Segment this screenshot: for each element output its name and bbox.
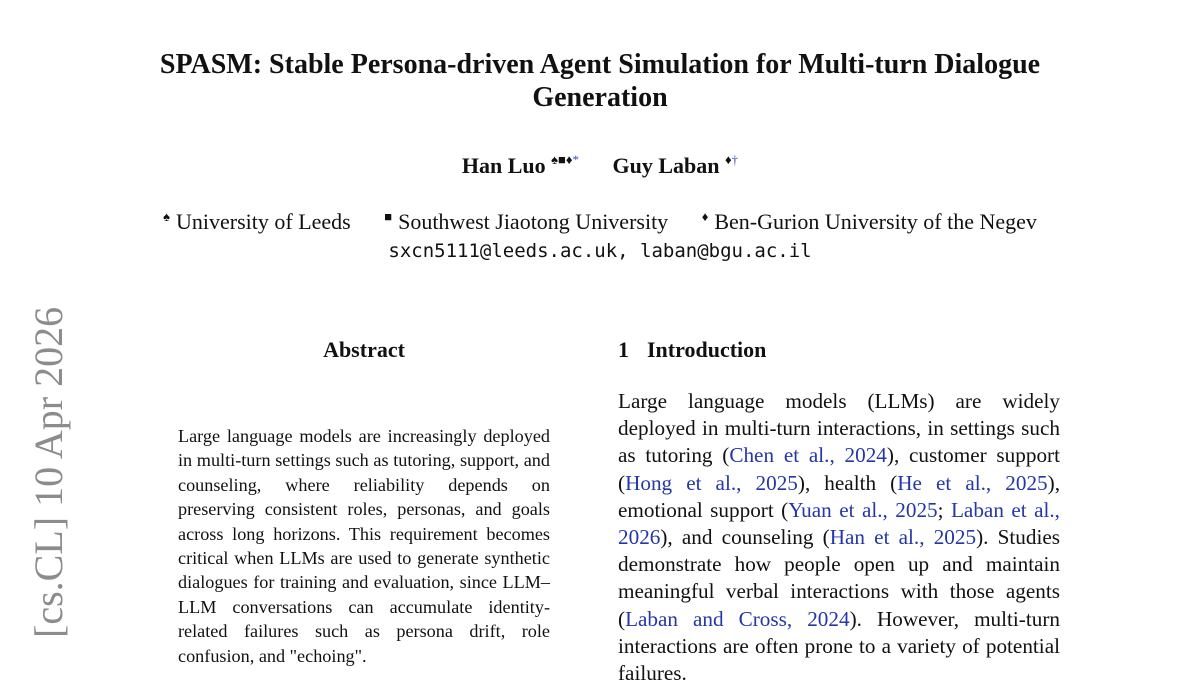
- author-name: Han Luo: [461, 153, 546, 178]
- citation-link[interactable]: Chen et al., 2024: [729, 443, 887, 468]
- affiliation-name: University of Leeds: [175, 209, 351, 234]
- body-text: ), customer support (: [618, 443, 1060, 495]
- contact-emails: sxcn5111@leeds.ac.uk, laban@bgu.ac.il: [388, 240, 812, 262]
- square-icon: ■: [384, 209, 393, 224]
- author-name: Guy Laban: [612, 153, 720, 178]
- footnote-link[interactable]: †: [731, 152, 739, 167]
- arxiv-stamp: [cs.CL] 10 Apr 2026: [26, 306, 71, 638]
- citation-link[interactable]: Han et al., 2025: [829, 525, 977, 550]
- affiliation-name: Southwest Jiaotong University: [398, 209, 669, 234]
- body-text: ), and counseling (: [660, 525, 830, 550]
- citation-link[interactable]: Yuan et al., 2025: [788, 497, 938, 522]
- body-text: ), health (: [797, 470, 898, 495]
- diamond-icon: ♦: [701, 209, 709, 224]
- affiliation-3: [702, 209, 1037, 235]
- body-text: ), emotional support (: [618, 470, 1060, 522]
- author-1: [462, 152, 579, 179]
- section-number: 1: [618, 337, 629, 362]
- affiliation-1: [163, 209, 351, 235]
- affiliation-name: Ben-Gurion University of the Negev: [714, 209, 1037, 234]
- abstract-heading: Abstract: [323, 337, 405, 362]
- citation-link[interactable]: Laban and Cross, 2024: [625, 606, 850, 631]
- author-2: [613, 152, 739, 179]
- body-text: ). However, multi-turn interactions are often prone to a variety of potential failures.: [618, 606, 1060, 686]
- citation-link[interactable]: Hong et al., 2025: [625, 470, 798, 495]
- section-title: Introduction: [647, 337, 767, 362]
- body-text: ). Studies demonstrate how people open up and maintain meaningful verbal interactions with those agents (: [618, 525, 1060, 631]
- author-list: [0, 152, 1200, 179]
- body-text: Large language models (LLMs) are widely deployed in multi-turn interactions, in settings such as tutoring (: [618, 389, 1060, 468]
- body-text: ;: [937, 497, 951, 522]
- spade-icon: ♠: [163, 209, 170, 224]
- citation-link[interactable]: He et al., 2025: [897, 470, 1048, 495]
- affiliation-marks: ♦: [725, 152, 732, 167]
- citation-link[interactable]: Laban et al., 2026: [618, 497, 1060, 550]
- introduction-text: [618, 388, 1060, 687]
- paper-title: SPASM: Stable Persona-driven Agent Simulation for Multi-turn Dialogue Generation: [159, 49, 1041, 113]
- affiliation-list: [0, 209, 1200, 235]
- footnote-link[interactable]: *: [572, 152, 580, 167]
- affiliation-marks: ♠■♦: [551, 152, 573, 167]
- abstract-text: Large language models are increasingly deployed in multi-turn settings such as tutoring, support, and counseling, where reliability depends on preserving consistent roles, personas, and goals across long horizons. This requirement becomes critical when LLMs are used to generate synthetic dialogues for training and evaluation, since LLM–LLM conversations can accumulate identity-related failures such as persona drift, role confusion, and "echoing".: [178, 426, 550, 666]
- affiliation-2: [384, 209, 668, 235]
- section-heading: [618, 337, 766, 363]
